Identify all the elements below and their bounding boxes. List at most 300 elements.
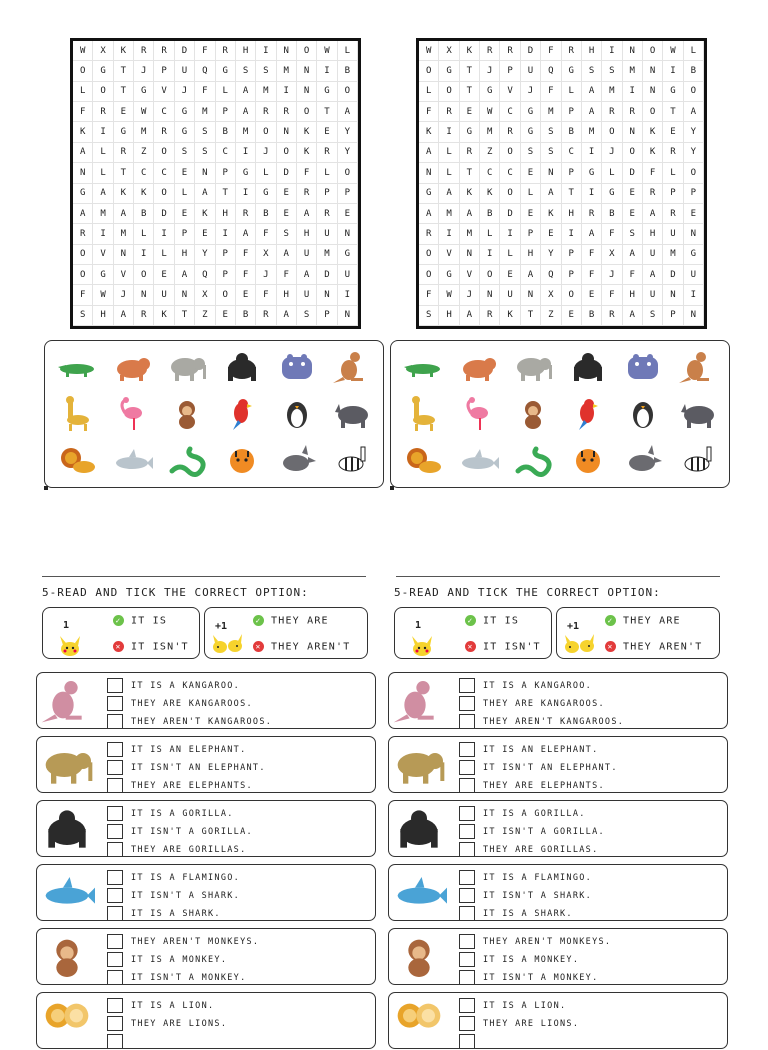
answer-checkbox[interactable] [107,696,123,711]
grid-letter: L [216,82,236,102]
grid-letter: H [439,306,459,326]
grid-letter: R [500,122,520,142]
answer-text: THEY AREN'T KANGAROOS. [131,716,273,727]
grid-letter: L [93,143,113,163]
answer-option[interactable] [107,741,247,758]
divider [396,576,720,577]
lion-icon [56,443,98,479]
grid-letter: B [602,204,622,224]
answer-option[interactable] [107,951,227,968]
grid-letter: N [73,163,93,183]
grid-letter: O [684,82,704,102]
grid-letter: L [93,163,113,183]
penguin-icon [276,396,318,432]
animal-item [395,438,450,485]
grid-letter: M [623,61,643,81]
grid-letter: R [93,102,113,122]
answer-text: IT ISN'T A SHARK. [483,890,593,901]
grid-letter: L [134,224,154,244]
answer-checkbox[interactable] [459,906,475,921]
answer-checkbox[interactable] [107,998,123,1013]
grid-letter: L [439,143,459,163]
answer-option[interactable] [107,1033,131,1050]
grid-letter: Y [541,245,561,265]
grid-letter: E [562,306,582,326]
snake-icon [166,443,208,479]
grid-letter: M [93,204,113,224]
grid-letter: Z [195,306,215,326]
grid-letter: A [460,306,480,326]
bear-icon [111,349,153,385]
answer-option[interactable] [107,677,240,694]
grid-letter: G [663,82,683,102]
grid-letter: N [338,306,358,326]
answer-checkbox[interactable] [107,1034,123,1049]
zebra-icon [331,443,373,479]
grid-letter: R [134,306,154,326]
legend-it-isnt: IT ISN'T [483,641,541,653]
grid-letter: B [216,122,236,142]
answer-option[interactable] [459,951,579,968]
grid-letter: L [338,41,358,61]
gorilla-icon [39,803,95,855]
grid-letter: X [256,245,276,265]
answer-option[interactable] [459,695,605,712]
grid-letter: L [602,163,622,183]
animal-item [615,438,670,485]
cross-icon: ✕ [113,641,124,652]
shark-icon [457,443,499,479]
answer-text: THEY ARE LIONS. [131,1018,228,1029]
grid-letter: P [663,306,683,326]
grid-letter: O [419,265,439,285]
grid-letter: F [623,265,643,285]
grid-letter: N [277,41,297,61]
grid-letter: N [338,224,358,244]
grid-letter: A [338,102,358,122]
animal-item [324,390,379,437]
grid-letter: G [216,61,236,81]
grid-letter: B [256,204,276,224]
answer-text: IT ISN'T A GORILLA. [483,826,605,837]
grid-letter: B [236,306,256,326]
animal-item [104,343,159,390]
answer-option[interactable] [459,933,611,950]
grid-letter: D [317,265,337,285]
grid-letter: Y [195,245,215,265]
grid-letter: Y [684,122,704,142]
grid-letter: A [297,204,317,224]
answer-text: IT IS A GORILLA. [483,808,586,819]
grid-letter: E [623,184,643,204]
grid-letter: O [419,61,439,81]
animal-item [560,343,615,390]
grid-letter: N [643,61,663,81]
grid-letter: R [73,224,93,244]
shark-icon [111,443,153,479]
grid-letter: P [338,184,358,204]
grid-letter: J [256,265,276,285]
animal-item [505,343,560,390]
grid-letter: T [562,184,582,204]
answer-option[interactable] [107,869,240,886]
grid-letter: P [562,265,582,285]
grid-letter: S [521,143,541,163]
monkey-icon [39,931,95,983]
grid-letter: F [195,82,215,102]
bear-icon [457,349,499,385]
grid-letter: G [134,82,154,102]
grid-letter: J [602,143,622,163]
grid-letter: I [93,122,113,142]
grid-letter: O [480,265,500,285]
answer-option[interactable] [459,969,599,986]
answer-checkbox[interactable] [107,888,123,903]
answer-text: THEY ARE KANGAROOS. [483,698,605,709]
snake-icon [512,443,554,479]
answer-option[interactable] [459,905,573,922]
grid-letter: E [460,102,480,122]
question-box [388,800,728,857]
animal-item [560,438,615,485]
grid-letter: G [521,102,541,122]
grid-letter: E [338,204,358,224]
grid-letter: F [236,245,256,265]
grid-letter: R [562,41,582,61]
answer-checkbox[interactable] [459,696,475,711]
question-box [36,992,376,1049]
grid-letter: V [114,265,134,285]
answer-checkbox[interactable] [459,952,475,967]
answer-text: IT IS AN ELEPHANT. [483,744,599,755]
answer-option[interactable] [107,997,214,1014]
answer-checkbox[interactable] [107,906,123,921]
answer-option[interactable] [459,869,592,886]
answer-checkbox[interactable] [107,824,123,839]
answer-text: IT IS A SHARK. [483,908,573,919]
grid-letter: F [297,163,317,183]
grid-letter: D [500,204,520,224]
answer-option[interactable] [107,841,247,858]
animal-item [49,438,104,485]
answer-option[interactable] [107,695,253,712]
answer-checkbox[interactable] [459,1034,475,1049]
answer-checkbox[interactable] [459,760,475,775]
answer-checkbox[interactable] [459,888,475,903]
grid-letter: L [684,41,704,61]
legend-they-are: THEY ARE [271,615,329,627]
answer-checkbox[interactable] [459,998,475,1013]
grid-letter: H [582,41,602,61]
grid-letter: O [154,184,174,204]
grid-letter: L [256,163,276,183]
grid-letter: A [297,265,317,285]
answer-option[interactable] [459,759,618,776]
elephant-icon [512,349,554,385]
answer-checkbox[interactable] [107,806,123,821]
grid-letter: G [93,61,113,81]
grid-letter: T [460,61,480,81]
answer-checkbox[interactable] [107,742,123,757]
grid-letter: F [582,245,602,265]
grid-letter: B [480,204,500,224]
grid-letter: A [419,204,439,224]
legend-it-is: IT IS [483,615,520,627]
grid-letter: U [521,61,541,81]
grid-letter: J [602,265,622,285]
grid-letter: M [582,122,602,142]
grid-letter: F [256,224,276,244]
grid-letter: A [114,204,134,224]
grid-letter: I [562,224,582,244]
answer-checkbox[interactable] [107,934,123,949]
answer-checkbox[interactable] [459,934,475,949]
grid-letter: V [500,82,520,102]
grid-letter: U [663,224,683,244]
grid-letter: J [460,285,480,305]
animal-panel-left [44,340,384,488]
grid-letter: M [602,82,622,102]
grid-letter: G [93,265,113,285]
answer-checkbox[interactable] [459,714,475,729]
grid-letter: K [643,122,663,142]
singular-number: 1 [415,620,422,631]
grid-letter: T [521,306,541,326]
answer-checkbox[interactable] [459,742,475,757]
answer-option[interactable] [107,887,240,904]
grid-letter: A [643,204,663,224]
grid-letter: R [663,204,683,224]
answer-checkbox[interactable] [459,842,475,857]
grid-letter: L [73,82,93,102]
grid-letter: K [134,184,154,204]
grid-letter: R [277,102,297,122]
exercise-title: 5-READ AND TICK THE CORRECT OPTION: [42,586,309,599]
answer-option[interactable] [107,823,253,840]
animal-item [269,390,324,437]
answer-option[interactable] [459,887,592,904]
grid-letter: L [521,184,541,204]
grid-letter: I [663,61,683,81]
grid-letter: A [114,306,134,326]
grid-letter: G [419,184,439,204]
answer-checkbox[interactable] [107,842,123,857]
answer-text: IT IS A FLAMINGO. [483,872,593,883]
wolf-icon [622,443,664,479]
grid-letter: G [439,61,459,81]
grid-letter: F [541,82,561,102]
grid-letter: G [684,245,704,265]
grid-letter: H [643,224,663,244]
answer-option[interactable] [459,677,592,694]
grid-letter: F [419,102,439,122]
grid-letter: O [602,122,622,142]
answer-checkbox[interactable] [459,870,475,885]
grid-letter: D [521,41,541,61]
grid-letter: Y [684,143,704,163]
grid-letter: G [562,61,582,81]
grid-letter: O [338,163,358,183]
grid-letter: J [134,61,154,81]
grid-letter: H [562,204,582,224]
legend-they-arent: THEY AREN'T [271,641,351,653]
question-box [36,736,376,793]
grid-letter: R [236,204,256,224]
answer-checkbox[interactable] [107,760,123,775]
grid-letter: N [480,285,500,305]
answer-text: IT ISN'T A MONKEY. [483,972,599,983]
grid-letter: M [317,245,337,265]
animal-item [615,390,670,437]
grid-letter: E [236,285,256,305]
grid-letter: N [684,224,704,244]
grid-letter: S [623,224,643,244]
answer-text: IT ISN'T AN ELEPHANT. [131,762,266,773]
answer-checkbox[interactable] [107,870,123,885]
grid-letter: N [643,82,663,102]
animal-item [505,390,560,437]
grid-letter: O [73,265,93,285]
grid-letter: R [439,102,459,122]
grid-letter: A [439,184,459,204]
answer-text: THEY ARE LIONS. [483,1018,580,1029]
answer-option[interactable] [107,805,234,822]
grid-letter: D [663,265,683,285]
grid-letter: C [134,163,154,183]
answer-checkbox[interactable] [459,678,475,693]
answer-checkbox[interactable] [107,952,123,967]
grid-letter: P [663,184,683,204]
answer-option[interactable] [459,777,605,794]
grid-letter: A [521,265,541,285]
animal-item [670,343,725,390]
grid-letter: F [643,163,663,183]
answer-option[interactable] [459,997,566,1014]
answer-checkbox[interactable] [459,778,475,793]
question-box [36,864,376,921]
grid-letter: N [175,285,195,305]
grid-letter: X [93,41,113,61]
animal-item [505,438,560,485]
answer-checkbox[interactable] [459,970,475,985]
grid-letter: O [297,41,317,61]
grid-letter: E [684,204,704,224]
grid-letter: F [195,41,215,61]
grid-letter: K [195,204,215,224]
answer-option[interactable] [459,1033,483,1050]
grid-letter: W [480,102,500,122]
grid-letter: L [500,245,520,265]
grid-letter: R [480,41,500,61]
grid-letter: S [195,122,215,142]
question-box [388,928,728,985]
answer-checkbox[interactable] [107,678,123,693]
hippo-icon [622,349,664,385]
answer-option[interactable] [107,933,259,950]
elephant-icon [391,739,447,791]
singular-number: 1 [63,620,70,631]
word-search-grid-left [70,38,361,329]
grid-letter: E [216,306,236,326]
grid-letter: K [114,41,134,61]
answer-option[interactable] [459,823,605,840]
answer-option[interactable] [107,905,221,922]
legend-it-is: IT IS [131,615,168,627]
grid-letter: I [480,245,500,265]
grid-letter: A [460,204,480,224]
grid-letter: X [439,41,459,61]
grid-letter: I [134,245,154,265]
grid-letter: I [277,82,297,102]
answer-option[interactable] [459,741,599,758]
plural-number: +1 [567,621,580,632]
grid-letter: F [602,285,622,305]
answer-option[interactable] [459,713,624,730]
grid-letter: G [236,163,256,183]
grid-letter: A [419,143,439,163]
answer-option[interactable] [107,969,247,986]
check-icon: ✓ [605,615,616,626]
grid-letter: A [541,184,561,204]
grid-letter: J [521,82,541,102]
answer-text: THEY ARE KANGAROOS. [131,698,253,709]
answer-option[interactable] [107,777,253,794]
grid-letter: U [338,265,358,285]
answer-text: THEY AREN'T MONKEYS. [131,936,260,947]
grid-letter: I [602,41,622,61]
pikachu-group-icon [562,634,598,654]
grid-letter: N [277,122,297,142]
grid-letter: K [643,143,663,163]
animal-item [324,438,379,485]
grid-letter: O [338,82,358,102]
answer-checkbox[interactable] [459,806,475,821]
grid-letter: L [154,245,174,265]
grid-letter: O [562,285,582,305]
grid-letter: I [93,224,113,244]
answer-option[interactable] [459,805,586,822]
answer-checkbox[interactable] [107,970,123,985]
grid-letter: F [236,265,256,285]
grid-letter: S [541,122,561,142]
grid-letter: W [73,41,93,61]
answer-checkbox[interactable] [107,778,123,793]
answer-option[interactable] [107,713,272,730]
grid-letter: M [460,224,480,244]
grid-letter: S [73,306,93,326]
grid-letter: T [317,102,337,122]
legend-they-arent: THEY AREN'T [623,641,703,653]
grid-letter: D [277,163,297,183]
question-box [36,672,376,729]
grid-letter: A [277,245,297,265]
grid-letter: G [521,122,541,142]
answer-text: IT IS A KANGAROO. [131,680,241,691]
grid-letter: F [73,285,93,305]
grid-letter: I [236,184,256,204]
answer-option[interactable] [107,759,266,776]
grid-letter: O [643,41,663,61]
answer-checkbox[interactable] [107,714,123,729]
grid-letter: R [256,102,276,122]
grid-letter: P [562,245,582,265]
grid-letter: I [216,224,236,244]
answer-option[interactable] [459,841,599,858]
grid-letter: F [419,285,439,305]
grid-letter: N [521,285,541,305]
answer-checkbox[interactable] [459,824,475,839]
grid-letter: N [297,82,317,102]
